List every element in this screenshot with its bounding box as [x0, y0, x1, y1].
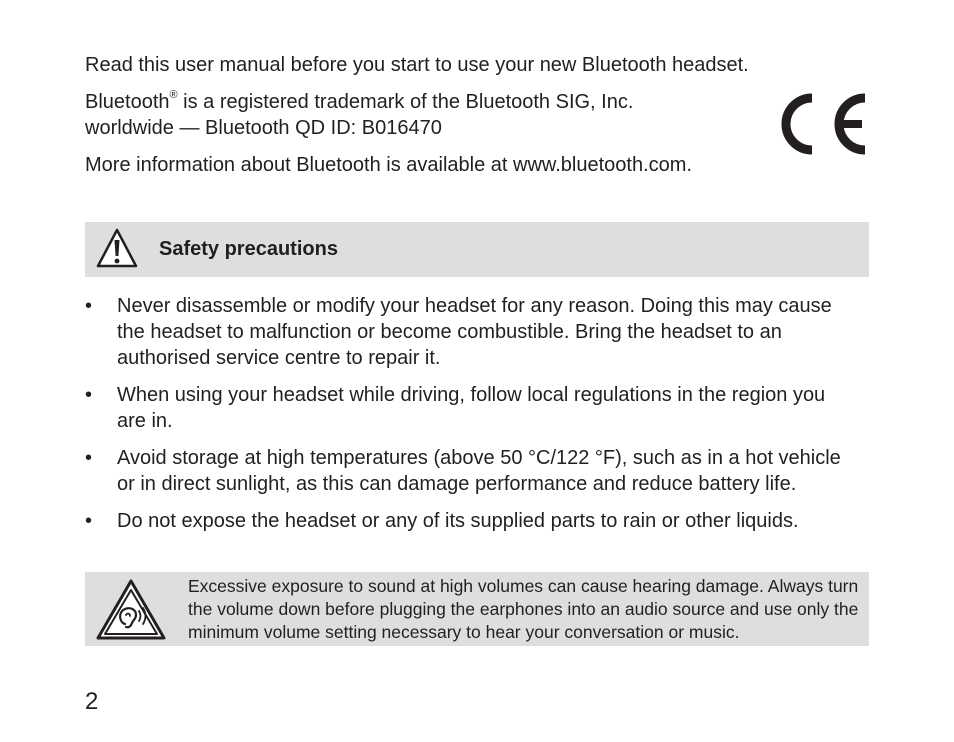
registered-symbol: ® [169, 89, 178, 102]
list-item-text: Never disassemble or modify your headset for any reason. Doing this may cause the headset to malfunction or become combustible. Bring the headset to an authorised service centre to repair it. [117, 295, 832, 369]
bullet-symbol: • [85, 384, 93, 406]
safety-list [85, 293, 855, 545]
hearing-damage-warning-icon [95, 578, 167, 641]
trademark-line-2: worldwide — Bluetooth QD ID: B016470 [85, 117, 442, 139]
safety-title: Safety precautions [159, 238, 338, 260]
list-item [85, 382, 855, 434]
bluetooth-info-paragraph: More information about Bluetooth is available at www.bluetooth.com. [85, 154, 693, 176]
list-item [85, 508, 855, 534]
list-item-text: Do not expose the headset or any of its supplied parts to rain or other liquids. [117, 510, 799, 532]
page-number: 2 [85, 688, 99, 715]
hearing-warning-box [85, 572, 869, 646]
bullet-symbol: • [85, 295, 93, 317]
trademark-paragraph [85, 89, 765, 141]
intro-section [85, 52, 765, 189]
warning-triangle-icon [95, 227, 139, 269]
list-item-text: When using your headset while driving, follow local regulations in the region you are in. [117, 384, 826, 432]
hearing-warning-text: Excessive exposure to sound at high volumes can cause hearing damage. Always turn the volume down before plugging the earphones into an audio source and use only the minimum volume setting necessary to hear your conversation or music. [188, 576, 859, 642]
list-item-text: Avoid storage at high temperatures (above 50 °C/122 °F), such as in a hot vehicle or in direct sunlight, as this can damage performance and reduce battery life. [117, 447, 841, 495]
trademark-suffix: is a registered trademark of the Bluetooth SIG, Inc. [177, 91, 634, 113]
bullet-symbol: • [85, 510, 93, 532]
intro-paragraph: Read this user manual before you start to use your new Bluetooth headset. [85, 54, 749, 76]
trademark-prefix: Bluetooth [85, 91, 170, 113]
list-item [85, 293, 855, 371]
safety-precautions-header [85, 222, 869, 277]
ce-mark-icon [778, 88, 872, 160]
bullet-symbol: • [85, 447, 93, 469]
list-item [85, 445, 855, 497]
